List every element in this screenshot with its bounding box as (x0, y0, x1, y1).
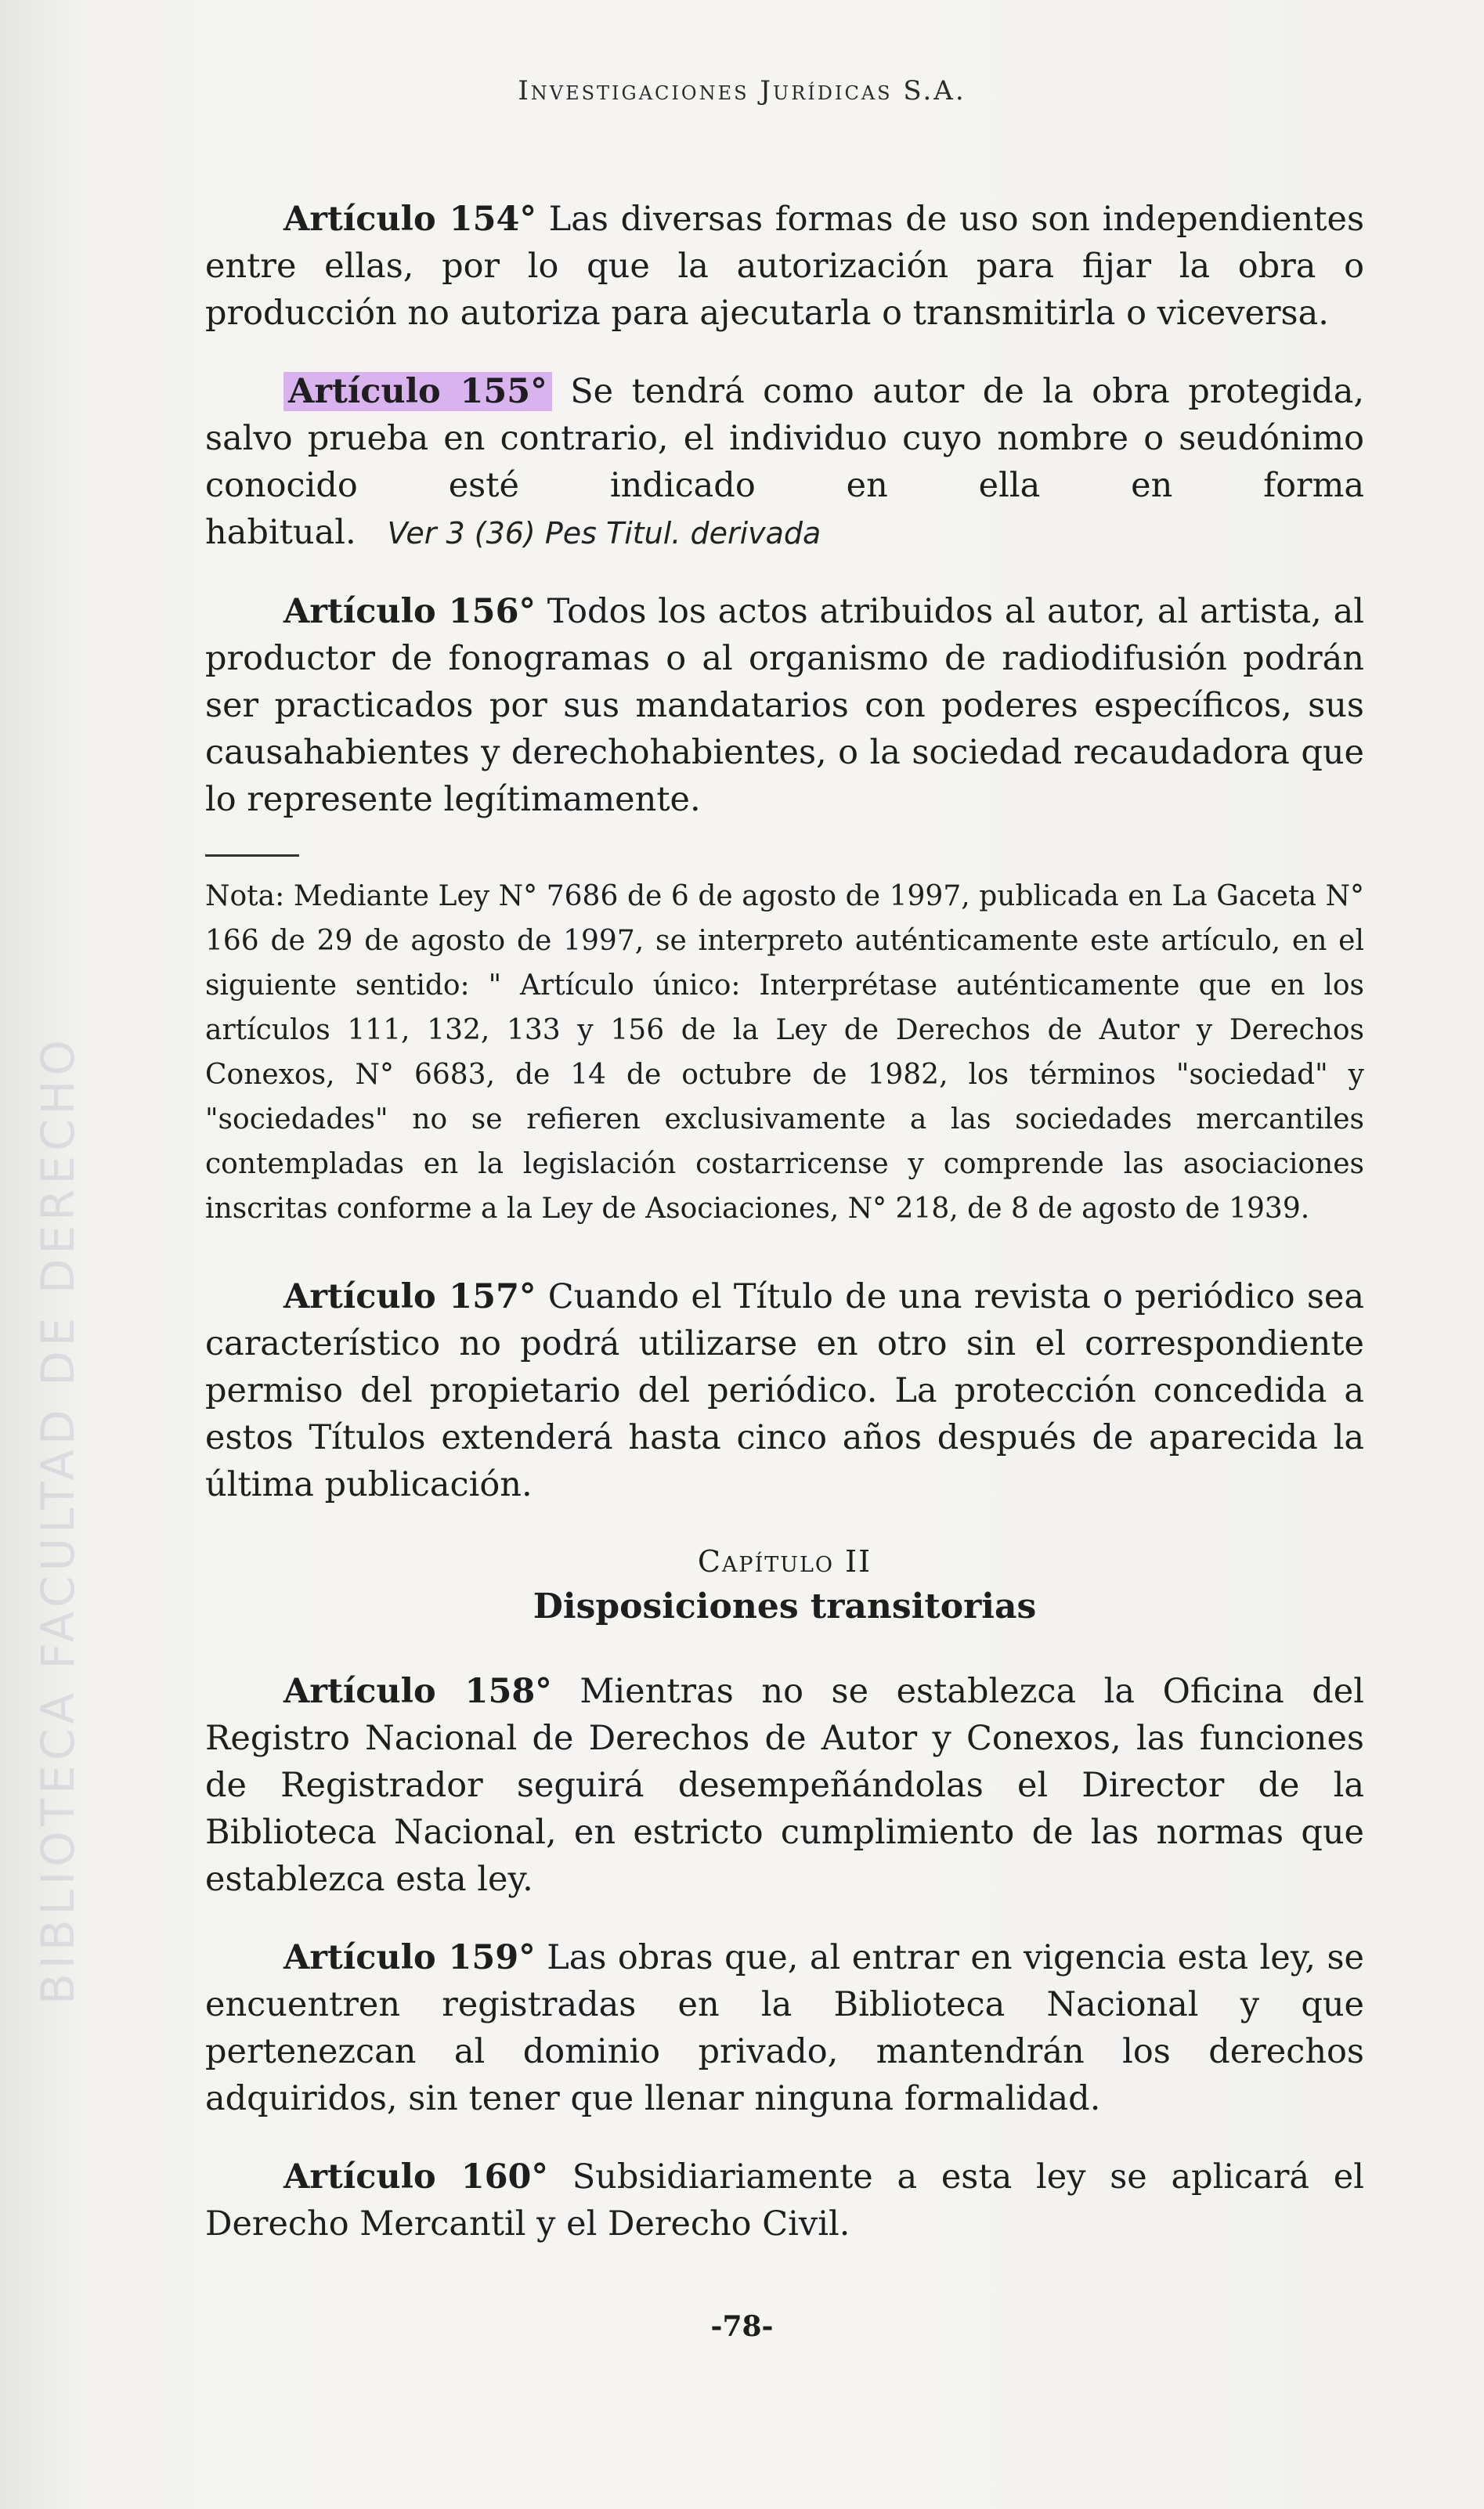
article-154 (205, 196, 1364, 337)
article-158 (205, 1668, 1364, 1903)
chapter-heading (205, 1540, 1364, 1630)
note-divider (205, 854, 299, 857)
article-text: Subsidiariamente a esta ley se aplicará el Derecho Mercantil y el Derecho Civil. (205, 2157, 1365, 2244)
article-156 (205, 588, 1364, 823)
article-number: Artículo 159° (283, 1938, 536, 1977)
article-155 (205, 368, 1364, 557)
handwritten-annotation: Ver 3 (36) Pes Titul. derivada (387, 516, 821, 551)
article-number: Artículo 154° (283, 200, 536, 239)
article-text: Cuando el Título de una revista o periódico sea característico no podrá utilizarse en otro sin el correspondiente permiso del propietario del periódico. La protección concedida a estos Títulos extenderá hasta cinco años después de aparecida la última publicación. (205, 1277, 1365, 1504)
footnote: Nota: Mediante Ley N° 7686 de 6 de agosto de 1997, publicada en La Gaceta N° 166 de 29 de agosto de 1997, se interpreto auténticamente este artículo, en el siguiente sentido: " Artículo único: Interprétase auténticamente que en los artículos 111, 132, 133 y 156 de la Ley de Derechos de Autor y Derechos Conexos, N° 6683, de 14 de octubre de 1982, los términos "sociedad" y "sociedades" no se refieren exclusivamente a las sociedades mercantiles contempladas en la legislación costarricense y comprende las asociaciones inscritas conforme a la Ley de Asociaciones, N° 218, de 8 de agosto de 1939. (205, 880, 1364, 1225)
article-number: Artículo 160° (283, 2157, 548, 2197)
article-text: Las diversas formas de uso son independientes entre ellas, por lo que la autorización para fijar la obra o producción no autoriza para ajecutarla o transmitirla o viceversa. (205, 200, 1365, 333)
chapter-label: Capítulo II (697, 1544, 872, 1579)
running-header: Investigaciones Jurídicas S.A. (518, 75, 966, 106)
article-number-highlighted: Artículo 155° (283, 372, 552, 411)
article-text: Las obras que, al entrar en vigencia esta ley, se encuentren registradas en la Biblioteca Nacional y que pertenezcan al dominio privado, mantendrán los derechos adquiridos, sin tener que llenar ninguna formalidad. (205, 1938, 1364, 2118)
article-number: Artículo 156° (283, 592, 536, 631)
article-number: Artículo 158° (283, 1672, 552, 1711)
article-160 (205, 2153, 1364, 2247)
chapter-title: Disposiciones transitorias (533, 1587, 1037, 1626)
page-number: -78- (710, 2310, 774, 2343)
article-number: Artículo 157° (283, 1277, 536, 1316)
library-stamp: BIBLIOTECA FACULTAD DE DERECHO (31, 1035, 85, 2005)
article-text: Se tendrá como autor de la obra protegida, salvo prueba en contrario, el individuo cuyo nombre o seudónimo conocido esté indicado en ella en forma habitual. (205, 372, 1364, 552)
article-159 (205, 1934, 1364, 2122)
page-body (205, 196, 1364, 2279)
article-text: Todos los actos atribuidos al autor, al artista, al productor de fonogramas o al organismo de radiodifusión podrán ser practicados por sus mandatarios con poderes específicos, sus causahabientes y derechohabientes, o la sociedad recaudadora que lo represente legítimamente. (205, 592, 1365, 819)
article-157 (205, 1273, 1364, 1508)
article-text: Mientras no se establezca la Oficina del Registro Nacional de Derechos de Autor y Conexos, las funciones de Registrador seguirá desempeñándolas el Director de la Biblioteca Nacional, en estricto cumplimiento de las normas que establezca esta ley. (205, 1672, 1364, 1899)
